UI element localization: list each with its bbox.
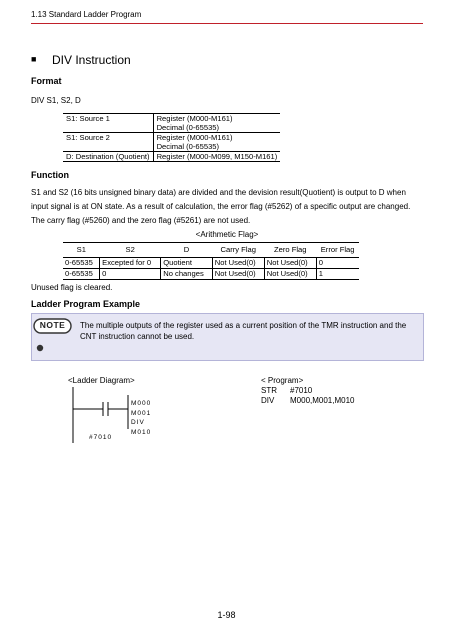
note-text: The multiple outputs of the register used as a current position of the TMR instruction and the CNT instruction cannot be used.	[80, 321, 407, 341]
table-cell: No changes	[161, 269, 213, 280]
unused-flag-note: Unused flag is cleared.	[31, 283, 113, 292]
operand-name: S1: Source 2	[63, 133, 153, 143]
operand-name: D: Destination (Quotient)	[63, 152, 153, 162]
ladder-diagram	[70, 385, 170, 445]
function-text: S1 and S2 (16 bits unsigned binary data) are divided and the devision result(Quotient) is output to D when input signal is at ON state. As a result of calculation, the error flag (#5262) of a specific output are changed. The carry flag (#5260) and the zero flag (#5261) are not used.	[31, 188, 411, 225]
operand-desc2: Decimal (0-65535)	[156, 123, 220, 132]
program-listing	[261, 386, 354, 406]
column-header: Carry Flag	[220, 245, 256, 254]
function-heading: Function	[31, 170, 69, 180]
format-syntax: DIV S1, S2, D	[31, 96, 81, 105]
column-header: Error Flag	[320, 245, 355, 254]
table-cell: Excepted for 0	[100, 258, 161, 269]
box-line: M001	[131, 409, 152, 417]
table-row	[63, 258, 359, 269]
program-arg: #7010	[290, 386, 313, 395]
program-op: DIV	[261, 396, 275, 405]
table-cell: 0-65535	[63, 258, 100, 269]
table-cell: 0-65535	[63, 269, 100, 280]
table-cell: Not Used(0)	[212, 258, 264, 269]
table-cell: 1	[318, 269, 323, 278]
table-cell: Not Used(0)	[264, 269, 316, 280]
operand-desc2: Decimal (0-65535)	[156, 142, 220, 151]
table-header-row	[63, 243, 359, 258]
box-line: DIV	[131, 419, 145, 426]
contact-label: #7010	[89, 434, 113, 441]
operand-desc: Register (M000-M161)	[153, 133, 280, 143]
note-icon	[33, 318, 73, 354]
program-arg: M000,M001,M010	[290, 396, 355, 405]
operand-table	[63, 113, 280, 162]
table-cell: 0	[100, 269, 161, 280]
operand-name: S1: Source 1	[63, 114, 153, 124]
column-header: Zero Flag	[273, 245, 307, 254]
program-op: STR	[261, 386, 277, 395]
arithmetic-flag-table	[63, 242, 359, 280]
operand-row	[63, 152, 280, 162]
box-line: M010	[131, 428, 152, 436]
note-label: NOTE	[39, 320, 66, 330]
section-header: 1.13 Standard Ladder Program	[31, 10, 142, 19]
header-rule	[31, 23, 423, 24]
operand-row-cont	[63, 123, 280, 133]
page-number: 1-98	[217, 610, 236, 620]
operand-row	[63, 114, 280, 124]
format-heading: Format	[31, 76, 62, 86]
box-line: M000	[131, 400, 152, 407]
instruction-box-text	[131, 399, 151, 437]
operand-desc: Register (M000-M161)	[153, 114, 280, 124]
column-header: S2	[125, 245, 135, 254]
program-caption: < Program>	[261, 376, 304, 385]
table-cell: 0	[318, 258, 323, 267]
operand-desc: Register (M000-M099, M150-M161)	[153, 152, 280, 162]
column-header: D	[183, 245, 190, 254]
program-line	[261, 396, 354, 406]
operand-row	[63, 133, 280, 143]
operand-row-cont	[63, 142, 280, 152]
ladder-diagram-caption: <Ladder Diagram>	[68, 376, 135, 385]
table-row	[63, 269, 359, 280]
program-line	[261, 386, 354, 396]
ladder-heading: Ladder Program Example	[31, 299, 141, 309]
arithmetic-flag-caption: <Arithmetic Flag>	[195, 230, 259, 239]
table-cell: Not Used(0)	[264, 258, 316, 269]
page-title: DIV Instruction	[52, 53, 131, 67]
square-bullet-icon: ■	[31, 54, 37, 64]
column-header: S1	[76, 245, 86, 254]
table-cell: Quotient	[161, 258, 213, 269]
table-cell: Not Used(0)	[212, 269, 264, 280]
